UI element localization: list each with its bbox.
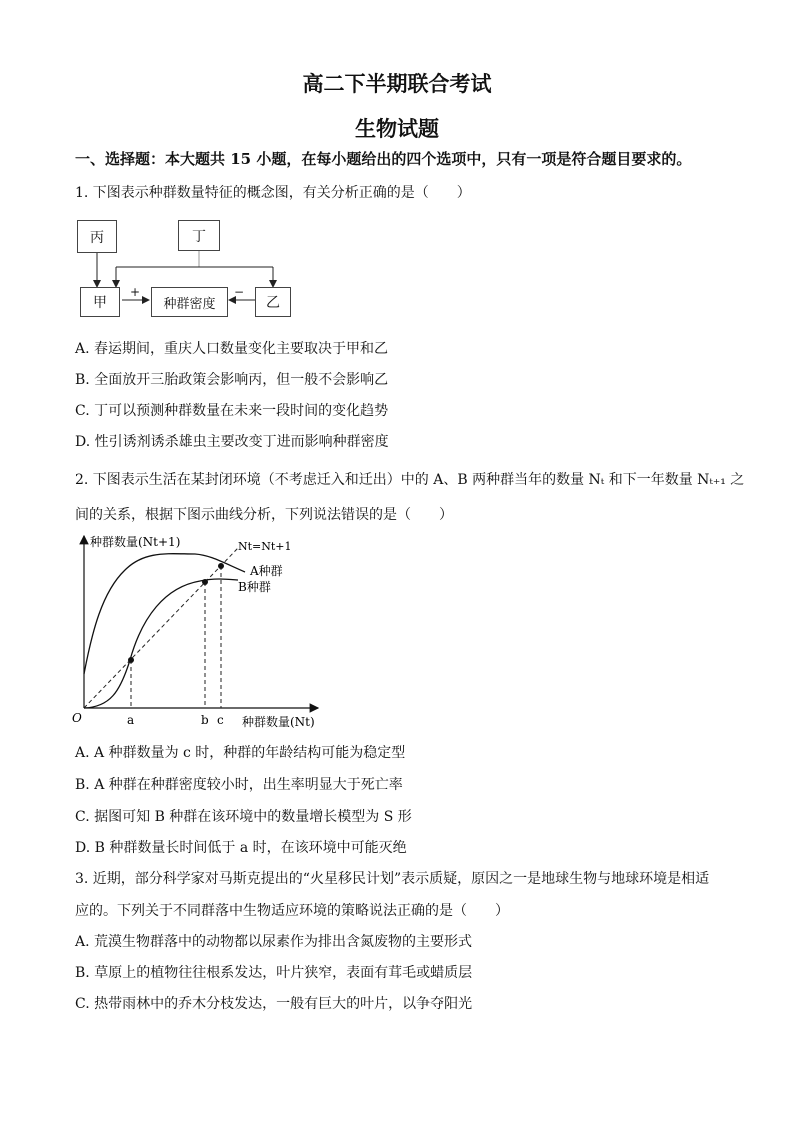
series-a-label: A种群 — [250, 564, 283, 578]
point-c — [218, 563, 224, 569]
q3-option-b: B. 草原上的植物往往根系发达，叶片狭窄，表面有茸毛或蜡质层 — [75, 965, 473, 981]
box-yi: 乙 — [255, 287, 291, 317]
minus-sign: − — [234, 285, 245, 299]
tick-a: a — [127, 713, 135, 727]
section-heading: 一、选择题：本大题共 15 小题，在每小题给出的四个选项中，只有一项是符合题目要求的。 — [75, 150, 692, 168]
plus-sign: + — [130, 285, 141, 299]
box-jia: 甲 — [80, 287, 120, 317]
exam-title: 高二下半期联合考试 — [302, 71, 492, 96]
q2-stem-line2: 间的关系，根据下图示曲线分析，下列说法错误的是（ ） — [75, 507, 453, 523]
tick-b: b — [201, 713, 209, 727]
q3-stem-line1: 3. 近期，部分科学家对马斯克提出的“火星移民计划”表示质疑，原因之一是地球生物与地球环境是相适 — [75, 871, 710, 887]
nt-equals-line — [84, 548, 238, 708]
q2-option-d: D. B 种群数量长时间低于 a 时，在该环境中可能灭绝 — [75, 840, 407, 856]
exam-subtitle: 生物试题 — [355, 116, 439, 141]
q3-option-c: C. 热带雨林中的乔木分枝发达，一般有巨大的叶片，以争夺阳光 — [75, 996, 473, 1012]
q2-stem-line1: 2. 下图表示生活在某封闭环境（不考虑迁入和迁出）中的 A、B 两种群当年的数量 Nₜ 和下一年数量 Nₜ₊₁ 之 — [75, 472, 745, 488]
point-a — [128, 657, 134, 663]
line-label: Nt=Nt+1 — [238, 540, 292, 553]
origin-label: O — [72, 711, 82, 725]
curve-a — [84, 554, 245, 674]
tick-c: c — [217, 713, 224, 727]
box-bing: 丙 — [77, 220, 117, 253]
series-b-label: B种群 — [238, 580, 271, 594]
q2-chart — [70, 532, 330, 732]
q1-option-a: A. 春运期间，重庆人口数量变化主要取决于甲和乙 — [75, 341, 389, 357]
q3-option-a: A. 荒漠生物群落中的动物都以尿素作为排出含氮废物的主要形式 — [75, 934, 473, 950]
q1-option-b: B. 全面放开三胎政策会影响丙，但一般不会影响乙 — [75, 372, 389, 388]
q1-stem: 1. 下图表示种群数量特征的概念图，有关分析正确的是（ ） — [75, 185, 471, 201]
q1-diagram — [70, 215, 310, 325]
q2-option-a: A. A 种群数量为 c 时，种群的年龄结构可能为稳定型 — [75, 745, 406, 761]
box-density: 种群密度 — [151, 287, 228, 317]
x-axis-label: 种群数量(Nt) — [242, 715, 315, 729]
q2-option-c: C. 据图可知 B 种群在该环境中的数量增长模型为 S 形 — [75, 809, 412, 825]
box-ding: 丁 — [178, 220, 220, 251]
point-b — [202, 579, 208, 585]
q3-stem-line2: 应的。下列关于不同群落中生物适应环境的策略说法正确的是（ ） — [75, 903, 509, 919]
q2-option-b: B. A 种群在种群密度较小时，出生率明显大于死亡率 — [75, 777, 403, 793]
q1-option-c: C. 丁可以预测种群数量在未来一段时间的变化趋势 — [75, 403, 389, 419]
curve-b — [84, 579, 238, 708]
y-axis-label: 种群数量(Nt+1) — [90, 535, 181, 549]
q1-option-d: D. 性引诱剂诱杀雄虫主要改变丁进而影响种群密度 — [75, 434, 389, 450]
